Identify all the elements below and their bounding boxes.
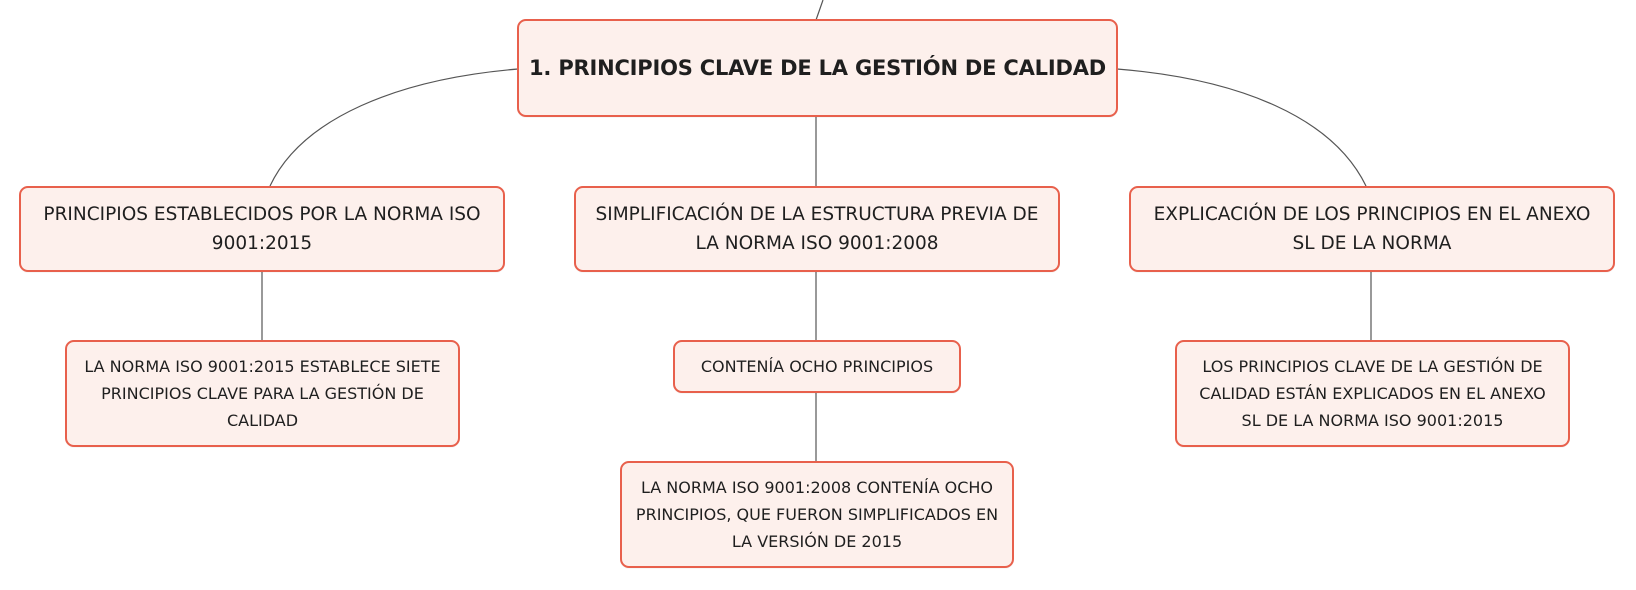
connector-root-to-branch-1: [270, 69, 518, 186]
branch-topic-node-2[interactable]: [574, 186, 1060, 272]
leaf-topic-node-1[interactable]: [65, 340, 460, 447]
leaf-topic-node-2[interactable]: [620, 461, 1014, 568]
connector-root-to-branch-3: [1117, 69, 1366, 186]
subtopic-node-2[interactable]: [673, 340, 961, 393]
connector-parent-to-root: [816, 0, 823, 20]
leaf-topic-node-3[interactable]: [1175, 340, 1570, 447]
branch-topic-label-1: PRINCIPIOS ESTABLECIDOS POR LA NORMA ISO 9001:2015: [43, 204, 481, 254]
root-topic-node[interactable]: [517, 19, 1118, 117]
leaf-topic-label-1: LA NORMA ISO 9001:2015 ESTABLECE SIETE PRINCIPIOS CLAVE PARA LA GESTIÓN DE CALIDAD: [84, 357, 441, 430]
subtopic-label-2: CONTENÍA OCHO PRINCIPIOS: [700, 357, 934, 376]
root-topic-label: 1. PRINCIPIOS CLAVE DE LA GESTIÓN DE CALIDAD: [529, 56, 1106, 80]
branch-topic-node-1[interactable]: [19, 186, 505, 272]
leaf-topic-label-3: LOS PRINCIPIOS CLAVE DE LA GESTIÓN DE CALIDAD ESTÁN EXPLICADOS EN EL ANEXO SL DE LA NORMA ISO 9001:2015: [1199, 357, 1546, 430]
branch-topic-node-3[interactable]: [1129, 186, 1615, 272]
branch-topic-label-3: EXPLICACIÓN DE LOS PRINCIPIOS EN EL ANEXO SL DE LA NORMA: [1153, 204, 1591, 254]
leaf-topic-label-2: LA NORMA ISO 9001:2008 CONTENÍA OCHO PRINCIPIOS, QUE FUERON SIMPLIFICADOS EN LA VERSIÓN DE 2015: [635, 478, 999, 551]
branch-topic-label-2: SIMPLIFICACIÓN DE LA ESTRUCTURA PREVIA DE LA NORMA ISO 9001:2008: [595, 204, 1039, 254]
